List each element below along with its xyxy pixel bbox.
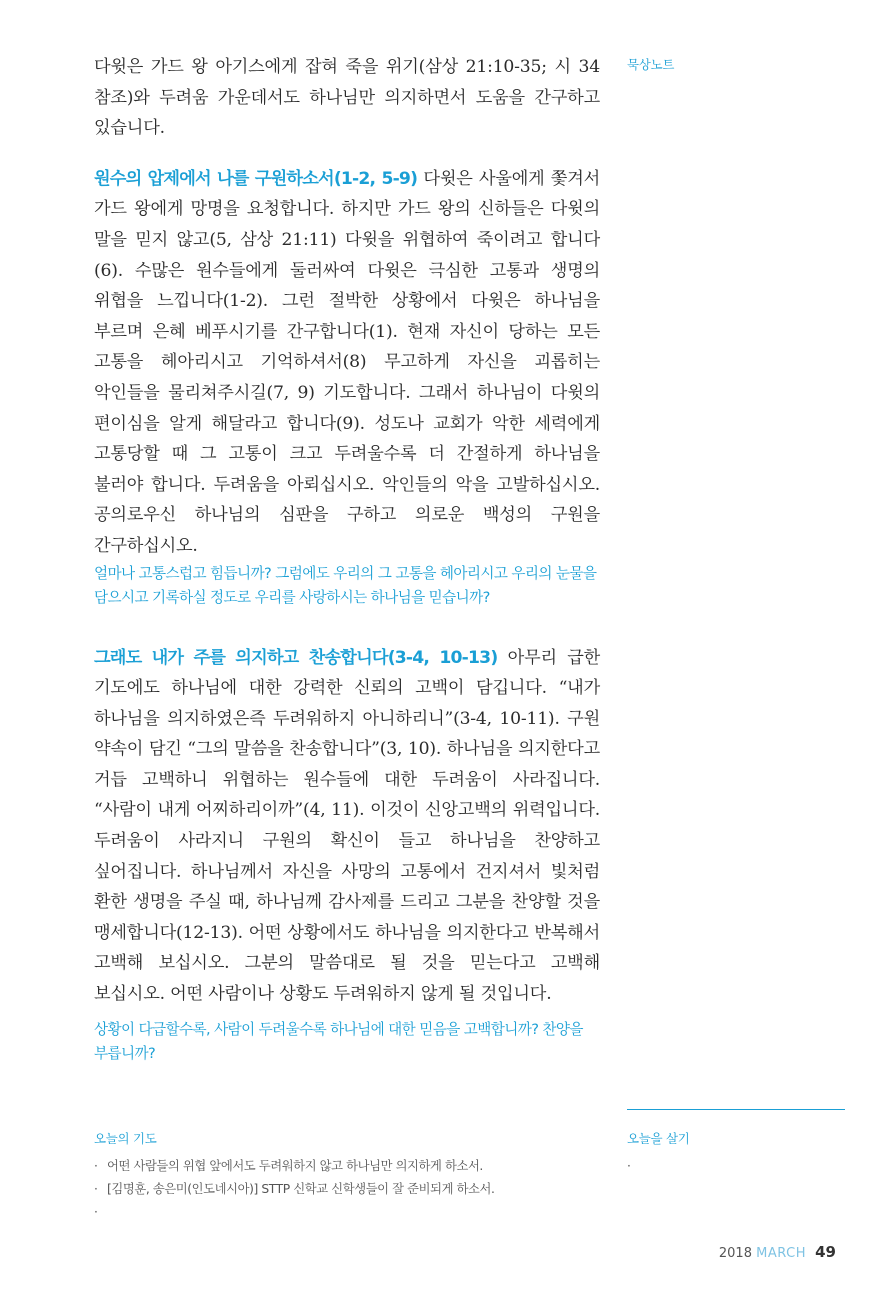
sidebar-divider — [627, 1109, 845, 1110]
intro-paragraph: 다윗은 가드 왕 아기스에게 잡혀 죽을 위기(삼상 21:10-35; 시 34 참조)와 두려움 가운데서도 하나님만 의지하면서 도움을 간구하고 있습니다. — [94, 57, 600, 139]
todays-prayer-box — [94, 1129, 594, 1224]
prayer-item: · 어떤 사람들의 위협 앞에서도 두려워하지 않고 하나님만 의지하게 하소서. — [94, 1155, 594, 1178]
prayer-item — [94, 1201, 594, 1224]
page-number: 49 — [815, 1243, 836, 1261]
section-1-question: 얼마나 고통스럽고 힘듭니까? 그럼에도 우리의 그 고통을 헤아리시고 우리의 눈물을 담으시고 기록하실 정도로 우리를 사랑하시는 하나님을 믿습니까? — [94, 564, 597, 606]
prayer-item: · [김명훈, 송은미(인도네시아)] STTP 신학교 신학생들이 잘 준비되게 하소서. — [94, 1178, 594, 1201]
section-1-body: 다윗은 사울에게 쫓겨서 가드 왕에게 망명을 요청합니다. 하지만 가드 왕의 신하들은 다윗의 말을 믿지 않고(5, 삼상 21:11) 다윗을 위협하여 죽이려고 합니다(6). 수많은 원수들에게 둘러싸여 다윗은 극심한 고통과 생명의 위협을 느낍니다(1-2). 그런 절박한 상황에서 다윗은 하나님을 부르며 은혜 베푸시기를 간구합니다(1). 현재 자신이 당하는 모든 고통을 헤아리시고 기억하셔서(8) 무고하게 자신을 괴롭히는 악인들을 물리쳐주시길(7, 9) 기도합니다. 그래서 하나님이 다윗의 편이심을 알게 해달라고 합니다(9). 성도나 교회가 악한 세력에게 고통당할 때 그 고통이 크고 두려울수록 더 간절하게 하나님을 불러야 합니다. 두려움을 아뢰십시오. 악인들의 악을 고발하십시오. 공의로우신 하나님의 심판을 구하고 의로운 백성의 구원을 간구하십시오. — [94, 168, 600, 556]
live-today-title: 오늘을 살기 — [627, 1131, 690, 1146]
live-today-box — [627, 1129, 845, 1178]
footer-year: 2018 — [718, 1246, 752, 1261]
section-2-question: 상황이 다급할수록, 사람이 두려울수록 하나님에 대한 믿음을 고백합니까? 찬양을 부릅니까? — [94, 1020, 583, 1063]
prayer-list — [94, 1155, 594, 1224]
section-1-paragraph — [94, 164, 600, 562]
section-2-body: 아무리 급한 기도에도 하나님에 대한 강력한 신뢰의 고백이 담깁니다. “내가 하나님을 의지하였은즉 두려워하지 아니하리니”(3-4, 10-11). 구원 약속이 담긴 “그의 말씀을 찬송합니다”(3, 10). 하나님을 의지한다고 거듭 고백하니 위협하는 원수들에 대한 두려움이 사라집니다. “사람이 내게 어찌하리이까”(4, 11). 이것이 신앙고백의 위력입니다. 두려움이 사라지니 구원의 확신이 들고 하나님을 찬양하고 싶어집니다. 하나님께서 자신을 사망의 고통에서 건지셔서 빛처럼 환한 생명을 주실 때, 하나님께 감사제를 드리고 그분을 찬양할 것을 맹세합니다(12-13). 어떤 상황에서도 하나님을 의지한다고 반복해서 고백해 보십시오. 그분의 말씀대로 될 것을 믿는다고 고백해 보십시오. 어떤 사람이나 상황도 두려워하지 않게 될 것입니다. — [94, 647, 600, 1005]
footer-month: MARCH — [756, 1246, 806, 1261]
main-content — [94, 52, 600, 1067]
bullet-icon: · — [94, 1205, 98, 1219]
section-2-paragraph — [94, 643, 600, 1010]
section-2-heading: 그래도 내가 주를 의지하고 찬송합니다(3-4, 10-13) — [94, 647, 498, 668]
live-today-item: · — [627, 1159, 631, 1173]
todays-prayer-title: 오늘의 기도 — [94, 1131, 157, 1146]
section-1-heading: 원수의 압제에서 나를 구원하소서(1-2, 5-9) — [94, 168, 418, 189]
bullet-icon: · — [94, 1159, 98, 1173]
bullet-icon: · — [94, 1182, 98, 1196]
meditation-note-label: 묵상노트 — [627, 57, 675, 72]
page-footer — [719, 1243, 836, 1261]
